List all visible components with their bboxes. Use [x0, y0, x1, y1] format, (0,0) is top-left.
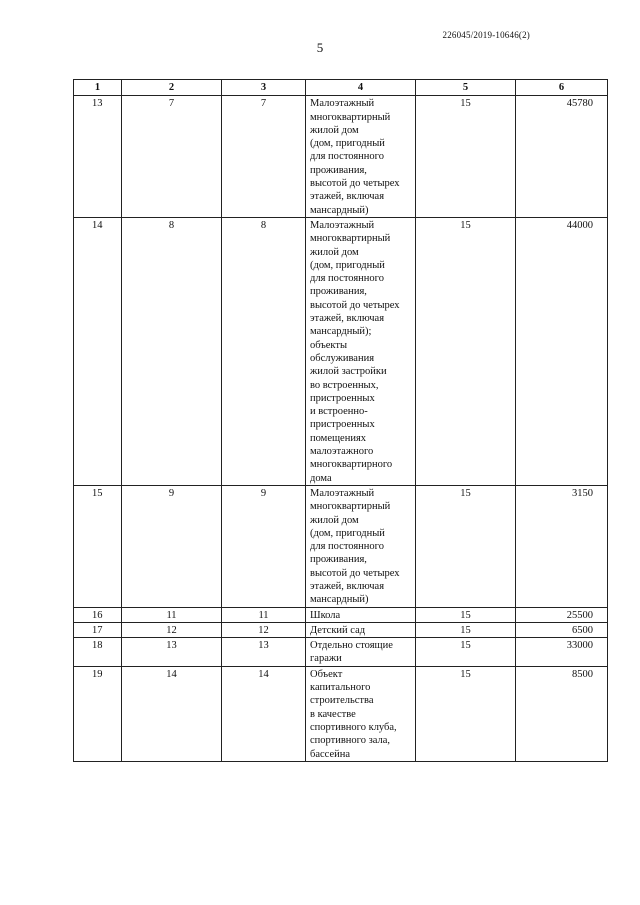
- column-5-cell: 15: [416, 217, 516, 485]
- column-2-cell: 14: [122, 666, 222, 761]
- header-row: [74, 80, 608, 96]
- value-cell: 3150: [516, 485, 608, 607]
- row-number-cell: 13: [74, 96, 122, 218]
- row-number-cell: 18: [74, 638, 122, 667]
- column-2-cell: 11: [122, 607, 222, 622]
- description-cell: Малоэтажный многоквартирный жилой дом (дом, пригодный для постоянного проживания, высотой до четырех этажей, включая мансардный): [306, 96, 416, 218]
- page-number: 5: [316, 40, 324, 55]
- column-3-cell: 13: [222, 638, 306, 667]
- description-cell: Малоэтажный многоквартирный жилой дом (дом, пригодный для постоянного проживания, высотой до четырех этажей, включая мансардный): [306, 485, 416, 607]
- column-5-cell: 15: [416, 666, 516, 761]
- column-5-cell: 15: [416, 638, 516, 667]
- column-3-cell: 14: [222, 666, 306, 761]
- table-row: [74, 607, 608, 622]
- value-cell: 33000: [516, 638, 608, 667]
- column-3-cell: 12: [222, 622, 306, 637]
- row-number-cell: 15: [74, 485, 122, 607]
- document-number: 226045/2019-10646(2): [442, 30, 530, 40]
- description-cell: Детский сад: [306, 622, 416, 637]
- header-cell-1: 1: [74, 80, 122, 96]
- column-2-cell: 7: [122, 96, 222, 218]
- table-row: [74, 622, 608, 637]
- row-number-cell: 19: [74, 666, 122, 761]
- description-cell: Объект капитального строительства в качестве спортивного клуба, спортивного зала, бассейна: [306, 666, 416, 761]
- value-cell: 6500: [516, 622, 608, 637]
- description-cell: Школа: [306, 607, 416, 622]
- column-2-cell: 13: [122, 638, 222, 667]
- header-cell-5: 5: [416, 80, 516, 96]
- column-2-cell: 8: [122, 217, 222, 485]
- value-cell: 8500: [516, 666, 608, 761]
- data-table: [73, 79, 608, 762]
- value-cell: 25500: [516, 607, 608, 622]
- header-cell-4: 4: [306, 80, 416, 96]
- table-row: [74, 485, 608, 607]
- row-number-cell: 16: [74, 607, 122, 622]
- column-3-cell: 7: [222, 96, 306, 218]
- row-number-cell: 14: [74, 217, 122, 485]
- table-row: [74, 638, 608, 667]
- header-cell-3: 3: [222, 80, 306, 96]
- column-5-cell: 15: [416, 622, 516, 637]
- column-5-cell: 15: [416, 96, 516, 218]
- column-3-cell: 8: [222, 217, 306, 485]
- description-cell: Отдельно стоящие гаражи: [306, 638, 416, 667]
- header-cell-6: 6: [516, 80, 608, 96]
- table-row: [74, 96, 608, 218]
- row-number-cell: 17: [74, 622, 122, 637]
- table-row: [74, 217, 608, 485]
- column-2-cell: 12: [122, 622, 222, 637]
- column-5-cell: 15: [416, 485, 516, 607]
- value-cell: 45780: [516, 96, 608, 218]
- column-5-cell: 15: [416, 607, 516, 622]
- column-2-cell: 9: [122, 485, 222, 607]
- table-row: [74, 666, 608, 761]
- column-3-cell: 11: [222, 607, 306, 622]
- column-3-cell: 9: [222, 485, 306, 607]
- description-cell: Малоэтажный многоквартирный жилой дом (дом, пригодный для постоянного проживания, высотой до четырех этажей, включая мансардный); объекты обслуживания жилой застройки во встроенных, пристроенных и встроенно- пристроенных помещениях малоэтажного многоквартирного дома: [306, 217, 416, 485]
- header-cell-2: 2: [122, 80, 222, 96]
- value-cell: 44000: [516, 217, 608, 485]
